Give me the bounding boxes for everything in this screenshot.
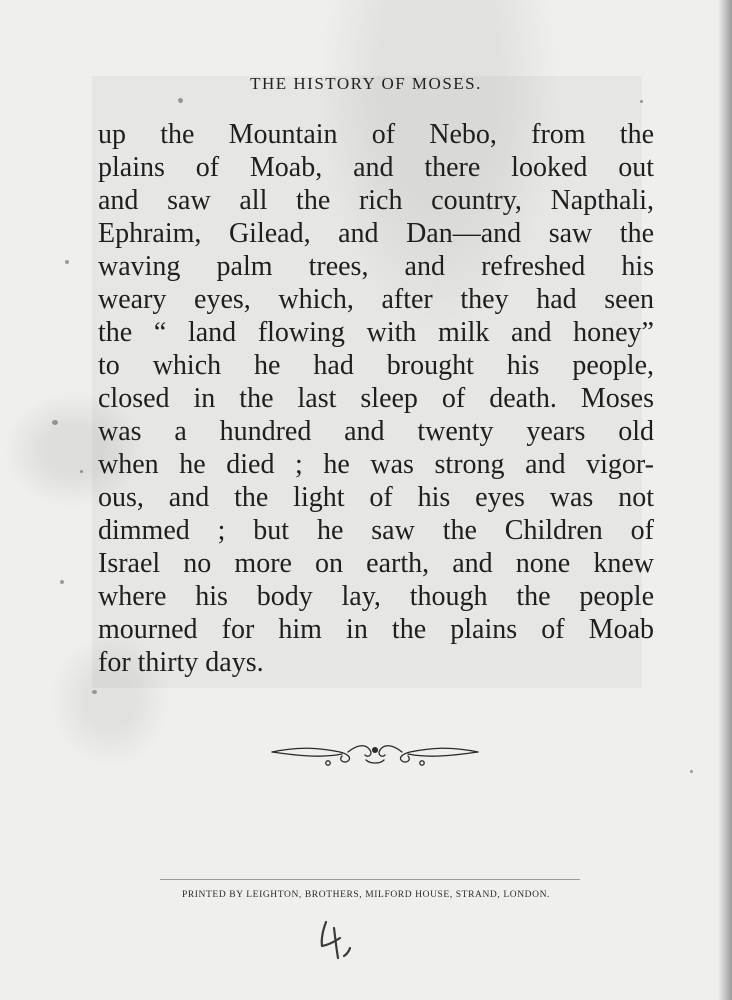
running-title: THE HISTORY OF MOSES. (250, 74, 482, 93)
foxing-speck (80, 470, 83, 473)
foxing-speck (60, 580, 64, 584)
page-edge-shadow (718, 0, 732, 1000)
text-line: waving palm trees, and refreshed his (98, 251, 654, 282)
foxing-speck (178, 98, 183, 103)
foxing-speck (92, 690, 97, 694)
text-line: mourned for him in the plains of Moab (98, 614, 654, 645)
foxing-speck (640, 100, 643, 103)
text-line: where his body lay, though the people (98, 581, 654, 612)
text-line: Israel no more on earth, and none knew (98, 548, 654, 579)
foxing-speck (52, 420, 58, 425)
text-line: was a hundred and twenty years old (98, 416, 654, 447)
text-line: dimmed ; but he saw the Children of (98, 515, 654, 546)
printer-imprint: PRINTED BY LEIGHTON, BROTHERS, MILFORD HOUSE, STRAND, LONDON. (181, 890, 551, 900)
text-line: weary eyes, which, after they had seen (98, 284, 654, 315)
body-text (98, 118, 654, 679)
footer-rule (160, 879, 580, 880)
text-line: when he died ; he was strong and vigor- (98, 449, 654, 480)
text-line: plains of Moab, and there looked out (98, 152, 654, 183)
text-line: the “ land flowing with milk and honey” (98, 317, 654, 348)
text-line: for thirty days. (98, 647, 264, 678)
text-line: closed in the last sleep of death. Moses (98, 383, 654, 414)
text-line: and saw all the rich country, Napthali, (98, 185, 654, 216)
foxing-speck (65, 260, 69, 264)
handwritten-page-mark (314, 918, 364, 962)
foxing-speck (690, 770, 693, 773)
flourish-ornament-icon (270, 740, 480, 770)
text-line: ous, and the light of his eyes was not (98, 482, 654, 513)
text-line: to which he had brought his people, (98, 350, 654, 381)
text-line: up the Mountain of Nebo, from the (98, 119, 654, 150)
text-line: Ephraim, Gilead, and Dan—and saw the (98, 218, 654, 249)
